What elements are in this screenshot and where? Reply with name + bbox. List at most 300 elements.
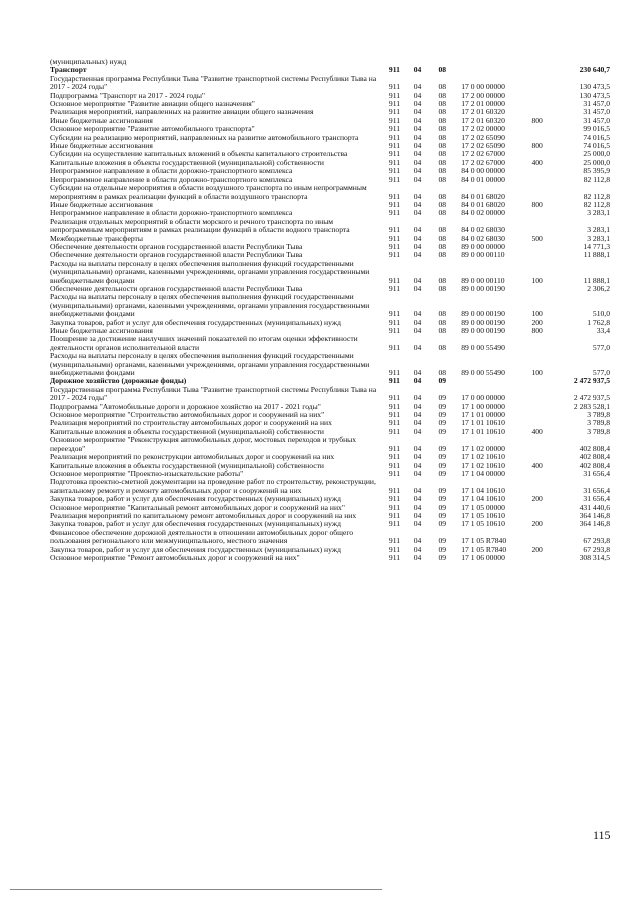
row-expense-type: [531, 209, 564, 217]
row-section: 04: [413, 141, 422, 151]
row-amount: 25 000,0: [583, 149, 610, 159]
row-name: Закупка товаров, работ и услуг для обеспечения государственных (муниципальных) нужд: [50, 317, 341, 327]
row-ministry-code: 911: [388, 82, 400, 92]
row-subsection: 08: [438, 342, 447, 352]
row-expense-type: [531, 285, 564, 293]
row-ministry-code: 911: [388, 99, 400, 109]
row-subsection: 09: [438, 426, 447, 436]
table-row: [50, 554, 610, 562]
row-subsection: 08: [438, 115, 447, 125]
row-subsection: 08: [438, 124, 447, 134]
row-ministry-code: 911: [388, 544, 400, 554]
row-amount: 3 283,1: [587, 233, 610, 243]
row-expense-type: 200: [531, 317, 543, 327]
row-expense-type: [531, 529, 564, 546]
row-section: 04: [413, 208, 422, 218]
row-name: Реализация мероприятий по капитальному ремонт автомобильных дорог и сооружений на них: [50, 510, 357, 520]
page-number: 115: [593, 828, 611, 842]
row-expense-type: [531, 436, 564, 453]
row-amount: 31 656,4: [583, 485, 610, 495]
row-amount: 74 016,5: [583, 132, 610, 142]
table-row: [50, 184, 610, 201]
budget-page: [50, 58, 610, 562]
row-target-article: 17 1 04 10610: [461, 485, 505, 495]
row-expense-type: [531, 75, 564, 92]
row-expense-type: [531, 66, 564, 74]
row-amount: 82 112,8: [583, 199, 610, 209]
row-expense-type: [531, 377, 564, 385]
row-ministry-code: 911: [388, 401, 400, 411]
row-target-article: 17 2 02 67000: [461, 157, 505, 167]
row-name: (муниципальных) нужд: [50, 57, 127, 66]
row-subsection: 08: [438, 368, 447, 378]
row-section: 04: [413, 199, 422, 209]
row-subsection: 09: [438, 376, 447, 386]
row-subsection: 09: [438, 485, 447, 495]
row-subsection: 08: [438, 283, 447, 293]
row-section: 04: [413, 157, 422, 167]
row-ministry-code: 911: [388, 208, 400, 218]
row-name: Поощрение за достижение наилучших значений показателей по итогам оценки эффективности деятельности органов исполнительной власти: [50, 334, 358, 352]
row-name: Иные бюджетные ассигнования: [50, 199, 153, 209]
row-target-article: 17 1 02 10610: [461, 452, 505, 462]
row-section: 04: [413, 519, 422, 529]
row-amount: 82 112,8: [583, 174, 610, 184]
row-amount: 31 457,0: [583, 115, 610, 125]
row-section: 04: [413, 191, 422, 201]
row-subsection: 09: [438, 544, 447, 554]
row-expense-type: [531, 403, 564, 411]
row-section: 04: [413, 317, 422, 327]
row-amount: 14 771,3: [583, 241, 610, 251]
table-row: [50, 529, 610, 546]
row-subsection: 08: [438, 225, 447, 235]
row-expense-type: 400: [531, 157, 543, 167]
row-ministry-code: 911: [388, 107, 400, 117]
row-section: 04: [413, 452, 422, 462]
row-section: 04: [413, 418, 422, 428]
row-ministry-code: 911: [388, 65, 400, 75]
row-expense-type: [531, 92, 564, 100]
row-target-article: [461, 66, 531, 74]
row-expense-type: [531, 58, 564, 66]
row-subsection: 08: [438, 99, 447, 109]
table-row: [50, 386, 610, 403]
row-expense-type: 100: [531, 368, 543, 378]
row-target-article: 89 0 00 00190: [461, 317, 505, 327]
row-subsection: 09: [438, 410, 447, 420]
row-amount: 402 808,4: [579, 452, 610, 462]
row-amount: 130 473,5: [579, 82, 610, 92]
row-section: 04: [413, 342, 422, 352]
row-subsection: 08: [438, 82, 447, 92]
row-target-article: 17 2 01 00000: [461, 99, 505, 109]
row-name: Иные бюджетные ассигнования: [50, 115, 153, 125]
row-subsection: 09: [438, 502, 447, 512]
row-ministry-code: 911: [388, 494, 400, 504]
row-amount: 2 306,2: [587, 283, 610, 293]
row-section: 04: [413, 502, 422, 512]
row-target-article: 17 1 05 10610: [461, 519, 505, 529]
row-amount: 3 283,1: [587, 208, 610, 218]
row-section: 04: [413, 426, 422, 436]
row-subsection: 09: [438, 443, 447, 453]
row-target-article: 89 0 00 00000: [461, 241, 505, 251]
row-name: Капитальные вложения в объекты государственной (муниципальной) собственности: [50, 460, 324, 470]
row-ministry-code: 911: [388, 199, 400, 209]
row-section: 04: [413, 99, 422, 109]
row-name: Государственная программа Республики Тыва "Развитие транспортной системы Республики Тыва на 2017 - 2024 годы": [50, 73, 377, 92]
table-row: [50, 335, 610, 352]
row-subsection: 09: [438, 552, 447, 562]
row-target-article: 17 1 02 00000: [461, 443, 505, 453]
row-target-article: 84 0 00 00000: [461, 166, 505, 176]
row-expense-type: 800: [531, 326, 543, 335]
row-subsection: 09: [438, 460, 447, 470]
row-expense-type: 400: [531, 460, 543, 470]
row-ministry-code: 911: [388, 191, 400, 201]
row-section: 04: [413, 174, 422, 184]
row-name: Субсидии на реализацию мероприятий, направленных на развитие автомобильного транспорта: [50, 132, 359, 142]
row-name: Основное мероприятие "Капитальный ремонт автомобильных дорог и сооружений на них": [50, 502, 345, 512]
row-name: Закупка товаров, работ и услуг для обеспечения государственных (муниципальных) нужд: [50, 544, 341, 554]
row-expense-type: [531, 470, 564, 478]
row-ministry-code: 911: [388, 124, 400, 134]
row-target-article: 17 2 00 00000: [461, 90, 505, 100]
row-amount: 577,0: [592, 342, 610, 352]
row-expense-type: [531, 504, 564, 512]
row-target-article: 89 0 00 00190: [461, 309, 505, 319]
row-ministry-code: 911: [388, 443, 400, 453]
row-expense-type: 200: [531, 519, 543, 529]
row-ministry-code: 911: [388, 410, 400, 420]
row-amount: 67 293,8: [583, 536, 610, 546]
row-name: Субсидии на осуществление капитальных вложений в объекты капитального строительства: [50, 149, 348, 159]
row-ministry-code: 911: [388, 502, 400, 512]
row-section: 04: [413, 510, 422, 520]
row-target-article: 17 1 02 10610: [461, 460, 505, 470]
row-name: Подготовка проектно-сметной документации на проведение работ по строительству, реконструкции, капитальному ремонту и ремонту автомобильных дорог и сооружений на них: [50, 477, 376, 495]
row-target-article: 17 1 04 10610: [461, 494, 505, 504]
row-section: 04: [413, 368, 422, 378]
row-subsection: 09: [438, 401, 447, 411]
row-name: Расходы на выплаты персоналу в целях обеспечения выполнения функций государственными (муниципальными) органами, казенными учреждениями, органами управления государственными внебюджетными фондами: [50, 258, 370, 285]
row-ministry-code: 911: [388, 283, 400, 293]
row-name: Непрограммное направление в области дорожно-транспортного комплекса: [50, 208, 293, 218]
row-target-article: [461, 377, 531, 385]
row-subsection: 08: [438, 90, 447, 100]
row-target-article: 89 0 00 00190: [461, 283, 505, 293]
row-amount: 402 808,4: [579, 443, 610, 453]
row-ministry-code: 911: [388, 174, 400, 184]
table-row: [50, 58, 610, 66]
row-amount: 25 000,0: [583, 157, 610, 167]
row-amount: 2 283 528,1: [573, 401, 610, 411]
row-ministry-code: 911: [388, 250, 400, 260]
row-section: 04: [413, 401, 422, 411]
row-amount: 3 789,8: [587, 418, 610, 428]
row-name: Капитальные вложения в объекты государственной (муниципальной) собственности: [50, 426, 324, 436]
row-name: Иные бюджетные ассигнования: [50, 141, 153, 151]
row-ministry-code: 911: [388, 309, 400, 319]
row-name: Обеспечение деятельности органов государственной власти Республики Тыва: [50, 250, 303, 260]
row-ministry-code: 911: [388, 468, 400, 478]
row-name: Реализация отдельных мероприятий в области морского и речного транспорта по иным непрограммным мероприятиям в рамках реализации функций в области водного транспорта: [50, 216, 350, 235]
row-name: Реализация мероприятий по строительству автомобильных дорог и сооружений на них: [50, 418, 332, 428]
row-name: Расходы на выплаты персоналу в целях обеспечения выполнения функций государственными (муниципальными) органами, казенными учреждениями, органами управления государственными внебюджетными фондами: [50, 351, 370, 378]
row-amount: 308 314,5: [579, 552, 610, 562]
row-target-article: 17 1 05 R7840: [461, 544, 507, 554]
row-expense-type: [531, 100, 564, 108]
row-expense-type: 100: [531, 275, 543, 285]
row-section: 04: [413, 544, 422, 554]
row-ministry-code: 911: [388, 342, 400, 352]
row-ministry-code: 911: [388, 426, 400, 436]
row-target-article: 17 2 02 65090: [461, 141, 505, 151]
row-ministry-code: 911: [388, 460, 400, 470]
row-name: Транспорт: [50, 65, 87, 75]
row-ministry-code: 911: [388, 275, 400, 285]
row-amount: 2 472 937,5: [573, 393, 610, 403]
row-subsection: 08: [438, 233, 447, 243]
row-amount: 1 762,8: [587, 317, 610, 327]
row-ministry-code: 911: [388, 510, 400, 520]
row-target-article: [461, 58, 531, 66]
row-name: Основное мероприятие "Реконструкция автомобильных дорог, мостовых переходов и трубных переездов": [50, 435, 357, 453]
row-subsection: 08: [438, 309, 447, 319]
row-target-article: 17 1 00 00000: [461, 401, 505, 411]
row-subsection: 08: [438, 157, 447, 167]
row-expense-type: 400: [531, 426, 543, 436]
row-target-article: 17 1 01 10610: [461, 426, 505, 436]
row-amount: 74 016,5: [583, 141, 610, 151]
row-section: 04: [413, 393, 422, 403]
row-ministry-code: 911: [388, 485, 400, 495]
row-ministry-code: 911: [388, 552, 400, 562]
row-amount: 577,0: [592, 368, 610, 378]
row-amount: 67 293,8: [583, 544, 610, 554]
row-subsection: 08: [438, 65, 447, 75]
row-subsection: 08: [438, 326, 447, 335]
row-name: Государственная программа Республики Тыва "Развитие транспортной системы Республики Тыва на 2017 - 2024 годы": [50, 384, 377, 403]
row-target-article: 17 2 02 00000: [461, 124, 505, 134]
row-ministry-code: 911: [388, 519, 400, 529]
row-amount: 3 789,8: [587, 410, 610, 420]
row-amount: 431 440,6: [579, 502, 610, 512]
row-section: 04: [413, 149, 422, 159]
row-subsection: 08: [438, 241, 447, 251]
row-section: 04: [413, 65, 422, 75]
row-section: 04: [413, 225, 422, 235]
row-expense-type: 100: [531, 309, 543, 319]
row-ministry-code: 911: [388, 326, 400, 335]
row-ministry-code: 911: [388, 233, 400, 243]
row-amount: 31 457,0: [583, 107, 610, 117]
row-subsection: 09: [438, 510, 447, 520]
row-section: 04: [413, 233, 422, 243]
row-section: 04: [413, 326, 422, 335]
row-subsection: 08: [438, 199, 447, 209]
row-ministry-code: 911: [388, 368, 400, 378]
row-subsection: 09: [438, 452, 447, 462]
row-expense-type: [531, 411, 564, 419]
row-subsection: 08: [438, 275, 447, 285]
row-ministry-code: 911: [388, 418, 400, 428]
row-expense-type: 800: [531, 115, 543, 125]
row-name: Межбюджетные трансферты: [50, 233, 143, 243]
row-amount: 31 656,4: [583, 494, 610, 504]
row-subsection: 08: [438, 149, 447, 159]
row-target-article: 17 2 01 60320: [461, 115, 505, 125]
row-expense-type: 500: [531, 233, 543, 243]
row-expense-type: [531, 218, 564, 235]
row-ministry-code: 911: [388, 317, 400, 327]
row-subsection: 08: [438, 208, 447, 218]
row-name: Подпрограмма "Автомобильные дороги и дорожное хозяйство на 2017 - 2021 годы": [50, 401, 321, 411]
table-row: [50, 293, 610, 318]
table-row: [50, 436, 610, 453]
row-expense-type: [531, 335, 564, 352]
row-amount: 31 656,4: [583, 468, 610, 478]
row-target-article: 84 0 01 00000: [461, 174, 505, 184]
row-amount: 402 808,4: [579, 460, 610, 470]
row-section: 04: [413, 124, 422, 134]
row-ministry-code: 911: [388, 90, 400, 100]
row-section: 04: [413, 275, 422, 285]
row-amount: 82 112,8: [583, 191, 610, 201]
row-target-article: 17 1 05 10610: [461, 510, 505, 520]
row-amount: 11 888,1: [583, 275, 610, 285]
row-target-article: 17 1 01 00000: [461, 410, 505, 420]
footer-rule: [10, 889, 382, 890]
row-name: Основное мероприятие "Развитие автомобильного транспорта": [50, 124, 255, 134]
table-row: [50, 352, 610, 377]
row-ministry-code: 911: [388, 166, 400, 176]
row-subsection: 08: [438, 191, 447, 201]
row-name: Закупка товаров, работ и услуг для обеспечения государственных (муниципальных) нужд: [50, 519, 341, 529]
row-name: Финансовое обеспечение дорожной деятельности в отношении автомобильных дорог общего пользования регионального или межмуниципального, местного значения: [50, 527, 354, 546]
row-ministry-code: 911: [388, 452, 400, 462]
row-ministry-code: 911: [388, 536, 400, 546]
row-subsection: 08: [438, 132, 447, 142]
row-section: 04: [413, 309, 422, 319]
row-name: Закупка товаров, работ и услуг для обеспечения государственных (муниципальных) нужд: [50, 494, 341, 504]
row-name: Основное мероприятие "Ремонт автомобильных дорог и сооружений на них": [50, 552, 300, 562]
row-section: 04: [413, 241, 422, 251]
row-name: Подпрограмма "Транспорт на 2017 - 2024 годы": [50, 90, 206, 100]
row-section: 04: [413, 443, 422, 453]
row-target-article: 17 1 06 00000: [461, 552, 505, 562]
row-subsection: 08: [438, 141, 447, 151]
row-expense-type: [531, 386, 564, 403]
table-row: [50, 75, 610, 92]
row-expense-type: [531, 243, 564, 251]
row-amount: 3 283,1: [587, 225, 610, 235]
row-subsection: 09: [438, 468, 447, 478]
row-target-article: 17 2 01 60320: [461, 107, 505, 117]
row-amount: 85 395,9: [583, 166, 610, 176]
row-name: Иные бюджетные ассигнования: [50, 326, 153, 335]
row-amount: 3 789,8: [587, 426, 610, 436]
row-target-article: 17 1 05 R7840: [461, 536, 507, 546]
row-name: Реализация мероприятий, направленных на развитие авиации общего назначения: [50, 107, 314, 117]
row-section: 04: [413, 107, 422, 117]
row-subsection: 08: [438, 166, 447, 176]
row-expense-type: 200: [531, 494, 543, 504]
row-expense-type: 800: [531, 141, 543, 151]
row-amount: 364 146,8: [579, 519, 610, 529]
row-section: 04: [413, 115, 422, 125]
row-subsection: 08: [438, 174, 447, 184]
row-amount: 33,4: [596, 326, 610, 335]
row-section: 04: [413, 90, 422, 100]
row-section: 04: [413, 536, 422, 546]
row-target-article: 17 0 00 00000: [461, 82, 505, 92]
row-name: Капитальные вложения в объекты государственной (муниципальной) собственности: [50, 157, 324, 167]
table-row: [50, 478, 610, 495]
row-section: 04: [413, 82, 422, 92]
row-expense-type: [531, 251, 564, 259]
row-name: Непрограммное направление в области дорожно-транспортного комплекса: [50, 174, 293, 184]
row-ministry-code: 911: [388, 141, 400, 151]
row-ministry-code: 911: [388, 157, 400, 167]
row-section: 04: [413, 376, 422, 386]
row-expense-type: [531, 554, 564, 562]
row-target-article: 17 1 04 00000: [461, 468, 505, 478]
table-row: [50, 260, 610, 285]
row-target-article: 89 0 00 55490: [461, 342, 505, 352]
row-name: Обеспечение деятельности органов государственной власти Республики Тыва: [50, 241, 303, 251]
row-amount: 510,0: [592, 309, 610, 319]
row-section: 04: [413, 468, 422, 478]
row-expense-type: [531, 167, 564, 175]
row-name: Обеспечение деятельности органов государственной власти Республики Тыва: [50, 283, 303, 293]
row-ministry-code: 911: [388, 225, 400, 235]
row-section: 04: [413, 166, 422, 176]
row-name: Основное мероприятие "Строительство автомобильных дорог и сооружений на них": [50, 410, 325, 420]
row-ministry-code: 911: [388, 241, 400, 251]
row-expense-type: [531, 478, 564, 495]
row-target-article: 84 0 01 68020: [461, 191, 505, 201]
row-name: Дорожное хозяйство (дорожные фонды): [50, 376, 187, 386]
row-ministry-code: 911: [388, 149, 400, 159]
row-subsection: 08: [438, 317, 447, 327]
row-section: 04: [413, 460, 422, 470]
row-target-article: 17 1 05 00000: [461, 502, 505, 512]
row-name: Расходы на выплаты персоналу в целях обеспечения выполнения функций государственными (муниципальными) органами, казенными учреждениями, органами управления государственными внебюджетными фондами: [50, 292, 370, 319]
row-name: Основное мероприятие "Развитие авиации общего назначения": [50, 99, 255, 109]
row-subsection: 09: [438, 494, 447, 504]
row-ministry-code: 911: [388, 393, 400, 403]
row-subsection: 09: [438, 536, 447, 546]
row-section: 04: [413, 410, 422, 420]
row-subsection: 08: [438, 250, 447, 260]
row-subsection: 08: [438, 107, 447, 117]
row-amount: 31 457,0: [583, 99, 610, 109]
row-amount: 11 888,1: [583, 250, 610, 260]
row-target-article: 89 0 00 55490: [461, 368, 505, 378]
row-ministry-code: 911: [388, 376, 400, 386]
row-target-article: 84 0 02 00000: [461, 208, 505, 218]
row-expense-type: [531, 184, 564, 201]
row-target-article: 84 0 02 68030: [461, 233, 505, 243]
row-target-article: 84 0 01 68020: [461, 199, 505, 209]
row-name: Субсидии на отдельные мероприятия в области воздушного транспорта по иным непрограммным мероприятиям в рамках реализации функций в области воздушного транспорта: [50, 183, 367, 201]
row-target-article: 84 0 02 68030: [461, 225, 505, 235]
budget-table: [50, 58, 610, 562]
row-target-article: 17 2 02 65090: [461, 132, 505, 142]
table-row: [50, 218, 610, 235]
